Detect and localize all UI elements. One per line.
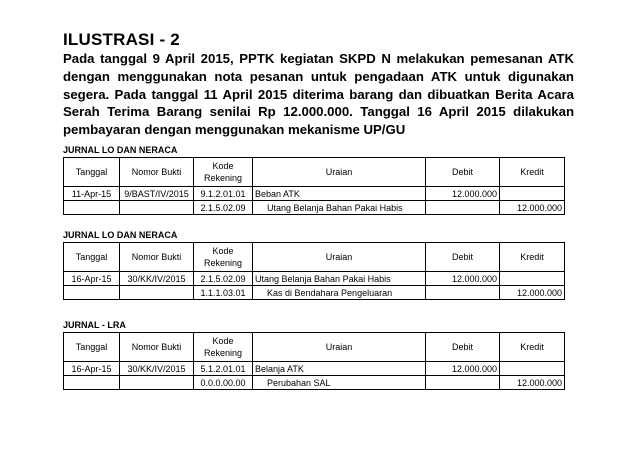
table-row xyxy=(64,362,565,376)
journal-2-label: JURNAL LO DAN NERACA xyxy=(63,230,178,240)
col-uraian: Uraian xyxy=(253,158,426,187)
cell-kredit: 12.000.000 xyxy=(500,286,565,300)
cell-kode: 0.0.0.00.00 xyxy=(194,376,253,390)
cell-kode: 2.1.5.02.09 xyxy=(194,201,253,215)
col-debit: Debit xyxy=(426,158,500,187)
col-nomor-bukti: Nomor Bukti xyxy=(120,243,194,272)
cell-kode: 5.1.2.01.01 xyxy=(194,362,253,376)
cell-tanggal xyxy=(64,201,120,215)
cell-kode: 1.1.1.03.01 xyxy=(194,286,253,300)
col-nomor-bukti: Nomor Bukti xyxy=(120,333,194,362)
cell-tanggal: 16-Apr-15 xyxy=(64,362,120,376)
cell-debit xyxy=(426,376,500,390)
table-row xyxy=(64,187,565,201)
cell-kredit xyxy=(500,362,565,376)
cell-kredit: 12.000.000 xyxy=(500,376,565,390)
col-nomor-bukti: Nomor Bukti xyxy=(120,158,194,187)
cell-nomor-bukti: 30/KK/IV/2015 xyxy=(120,362,194,376)
cell-debit: 12.000.000 xyxy=(426,362,500,376)
col-kode-rekening: Kode Rekening xyxy=(194,243,253,272)
cell-nomor-bukti xyxy=(120,286,194,300)
cell-kode: 2.1.5.02.09 xyxy=(194,272,253,286)
table-header-row xyxy=(64,243,565,272)
journal-2-table xyxy=(63,242,565,300)
cell-uraian: Beban ATK xyxy=(253,187,426,201)
col-uraian: Uraian xyxy=(253,243,426,272)
journal-1-label: JURNAL LO DAN NERACA xyxy=(63,145,178,155)
cell-tanggal xyxy=(64,286,120,300)
cell-kredit: 12.000.000 xyxy=(500,201,565,215)
cell-nomor-bukti xyxy=(120,201,194,215)
cell-tanggal: 16-Apr-15 xyxy=(64,272,120,286)
journal-3-table xyxy=(63,332,565,390)
cell-kredit xyxy=(500,187,565,201)
cell-kredit xyxy=(500,272,565,286)
cell-uraian: Utang Belanja Bahan Pakai Habis xyxy=(253,201,426,215)
cell-tanggal xyxy=(64,376,120,390)
col-kode-rekening: Kode Rekening xyxy=(194,158,253,187)
description-paragraph: Pada tanggal 9 April 2015, PPTK kegiatan SKPD N melakukan pemesanan ATK dengan menggunakan nota pesanan untuk pengadaan ATK untuk digunakan segera. Pada tanggal 11 April 2015 diterima barang dan dibuatkan Berita Acara Serah Terima Barang senilai Rp 12.000.000. Tanggal 16 April 2015 dilakukan pembayaran dengan menggunakan mekanisme UP/GU xyxy=(63,51,574,138)
col-kredit: Kredit xyxy=(500,243,565,272)
cell-nomor-bukti: 30/KK/IV/2015 xyxy=(120,272,194,286)
table-header-row xyxy=(64,158,565,187)
cell-nomor-bukti xyxy=(120,376,194,390)
table-row xyxy=(64,376,565,390)
cell-kode: 9.1.2.01.01 xyxy=(194,187,253,201)
table-row xyxy=(64,286,565,300)
col-tanggal: Tanggal xyxy=(64,243,120,272)
col-kredit: Kredit xyxy=(500,333,565,362)
cell-uraian: Perubahan SAL xyxy=(253,376,426,390)
col-kode-rekening: Kode Rekening xyxy=(194,333,253,362)
cell-uraian: Belanja ATK xyxy=(253,362,426,376)
table-row xyxy=(64,201,565,215)
cell-nomor-bukti: 9/BAST/IV/2015 xyxy=(120,187,194,201)
col-debit: Debit xyxy=(426,243,500,272)
cell-debit: 12.000.000 xyxy=(426,187,500,201)
table-row xyxy=(64,272,565,286)
journal-3-label: JURNAL - LRA xyxy=(63,320,126,330)
cell-debit xyxy=(426,286,500,300)
cell-uraian: Kas di Bendahara Pengeluaran xyxy=(253,286,426,300)
journal-1-table xyxy=(63,157,565,215)
col-uraian: Uraian xyxy=(253,333,426,362)
col-tanggal: Tanggal xyxy=(64,158,120,187)
cell-uraian: Utang Belanja Bahan Pakai Habis xyxy=(253,272,426,286)
cell-debit xyxy=(426,201,500,215)
cell-tanggal: 11-Apr-15 xyxy=(64,187,120,201)
table-header-row xyxy=(64,333,565,362)
col-kredit: Kredit xyxy=(500,158,565,187)
page-title: ILUSTRASI - 2 xyxy=(63,30,180,49)
col-debit: Debit xyxy=(426,333,500,362)
cell-debit: 12.000.000 xyxy=(426,272,500,286)
col-tanggal: Tanggal xyxy=(64,333,120,362)
